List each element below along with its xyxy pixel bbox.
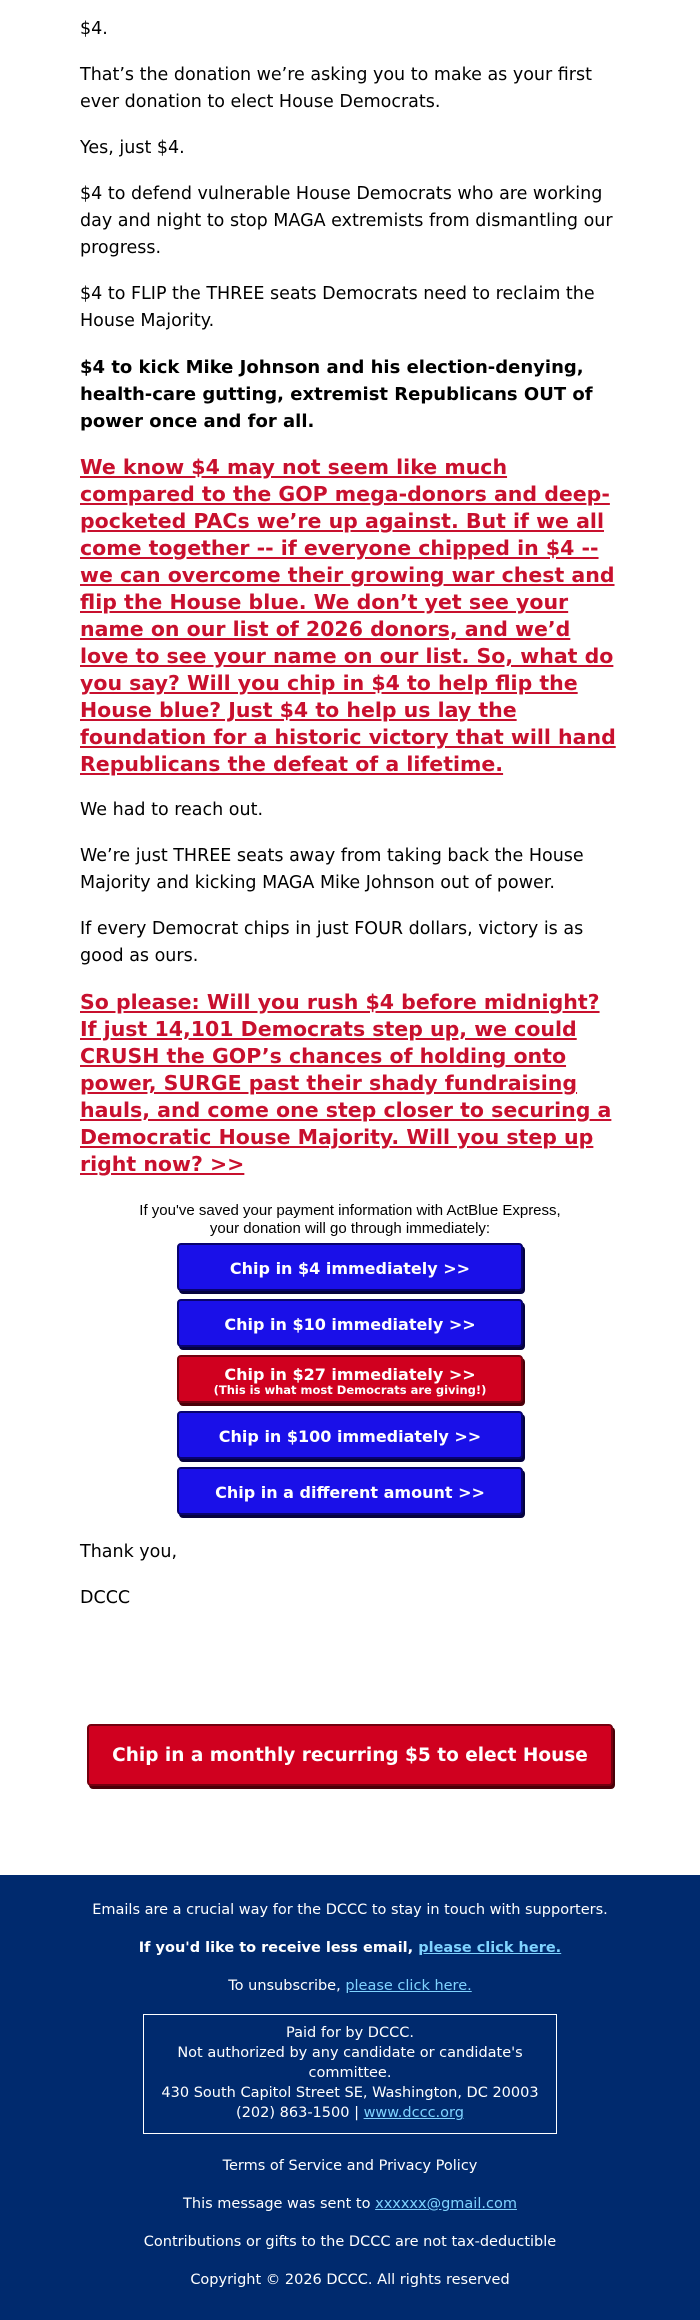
address-line: 430 South Capitol Street SE, Washington, DC 20003: [161, 2085, 539, 2101]
paragraph-four-dollars: If every Democrat chips in just FOUR dollars, victory is as good as ours.: [80, 919, 584, 966]
paragraph-three-seats: We’re just THREE seats away from taking back the House Majority and kicking MAGA Mike Johnson out of power.: [80, 846, 584, 893]
paid-for-line: Paid for by DCCC.: [286, 2025, 414, 2041]
paragraph-defend: $4 to defend vulnerable House Democrats who are working day and night to stop MAGA extremists from dismantling our progress.: [80, 184, 613, 258]
donation-buttons: [80, 1202, 620, 1515]
contact-line: [144, 2103, 556, 2123]
actblue-intro-line1: If you've saved your payment information with ActBlue Express,: [139, 1202, 561, 1219]
sent-to-text: This message was sent to: [183, 2196, 371, 2212]
footer-email-note: Emails are a crucial way for the DCCC to stay in touch with supporters.: [92, 1902, 608, 1918]
paragraph-reach-out: We had to reach out.: [80, 800, 264, 820]
actblue-intro-line2: your donation will go through immediately:: [209, 1220, 491, 1237]
chip-4-button[interactable]: Chip in $4 immediately >>: [177, 1243, 523, 1291]
signature: DCCC: [80, 1588, 131, 1608]
recurring-donation-button[interactable]: Chip in a monthly recurring $5 to elect House Dems >>: [87, 1724, 613, 1786]
less-email-link[interactable]: please click here.: [418, 1940, 562, 1956]
paragraph-ask: That’s the donation we’re asking you to make as your first ever donation to elect House Democrats.: [80, 65, 592, 112]
donate-link-midnight[interactable]: So please: Will you rush $4 before midnight? If just 14,101 Democrats step up, we could CRUSH the GOP’s chances of holding onto power, SURGE past their shady fundraising hauls, and come one step closer to securing a Democratic House Majority. Will you step up right now? >>: [80, 990, 612, 1176]
recipient-email-link[interactable]: xxxxxx@gmail.com: [375, 2196, 517, 2212]
chip-27-button[interactable]: [177, 1355, 523, 1403]
unsubscribe-link[interactable]: please click here.: [345, 1978, 472, 1994]
actblue-intro: [80, 1202, 620, 1238]
footer-unsubscribe: [20, 1976, 680, 1996]
email-body: [80, 0, 620, 1612]
website-link[interactable]: www.dccc.org: [363, 2105, 464, 2121]
paragraph-just-4: Yes, just $4.: [80, 138, 185, 158]
chip-100-button[interactable]: Chip in $100 immediately >>: [177, 1411, 523, 1459]
thank-you: Thank you,: [80, 1542, 178, 1562]
paid-for-box: [143, 2014, 557, 2134]
chip-27-sublabel: (This is what most Democrats are giving!): [213, 1383, 487, 1397]
footer-tax-note: Contributions or gifts to the DCCC are not tax-deductible: [143, 2234, 557, 2250]
paragraph-amount: $4.: [80, 19, 108, 39]
recurring-section: [0, 1724, 700, 1825]
paragraph-kick-out: $4 to kick Mike Johnson and his election-denying, health-care gutting, extremist Republicans OUT of power once and for all.: [80, 357, 593, 432]
footer-copyright: Copyright © 2026 DCCC. All rights reserved: [190, 2272, 510, 2288]
footer: [0, 1875, 700, 2320]
paragraph-flip: $4 to FLIP the THREE seats Democrats need to reclaim the House Majority.: [80, 284, 595, 331]
chip-other-button[interactable]: Chip in a different amount >>: [177, 1467, 523, 1515]
less-email-text: If you'd like to receive less email,: [138, 1940, 414, 1956]
chip-27-label: Chip in $27 immediately >>: [224, 1365, 476, 1384]
unsubscribe-text: To unsubscribe,: [228, 1978, 341, 1994]
not-authorized-line: Not authorized by any candidate or candidate's committee.: [177, 2045, 523, 2081]
chip-10-button[interactable]: Chip in $10 immediately >>: [177, 1299, 523, 1347]
footer-less-email: [20, 1938, 680, 1958]
terms-link[interactable]: Terms of Service and Privacy Policy: [222, 2158, 478, 2174]
phone-number: (202) 863-1500 |: [236, 2105, 359, 2121]
footer-sent-to: [20, 2194, 680, 2214]
donate-link-main[interactable]: We know $4 may not seem like much compared to the GOP mega-donors and deep-pocketed PACs we’re up against. But if we all come together -- if everyone chipped in $4 -- we can overcome their growing war chest and flip the House blue. We don’t yet see your name on our list of 2026 donors, and we’d love to see your name on our list. So, what do you say? Will you chip in $4 to help flip the House blue? Just $4 to help us lay the foundation for a historic victory that will hand Republicans the defeat of a lifetime.: [80, 455, 616, 776]
